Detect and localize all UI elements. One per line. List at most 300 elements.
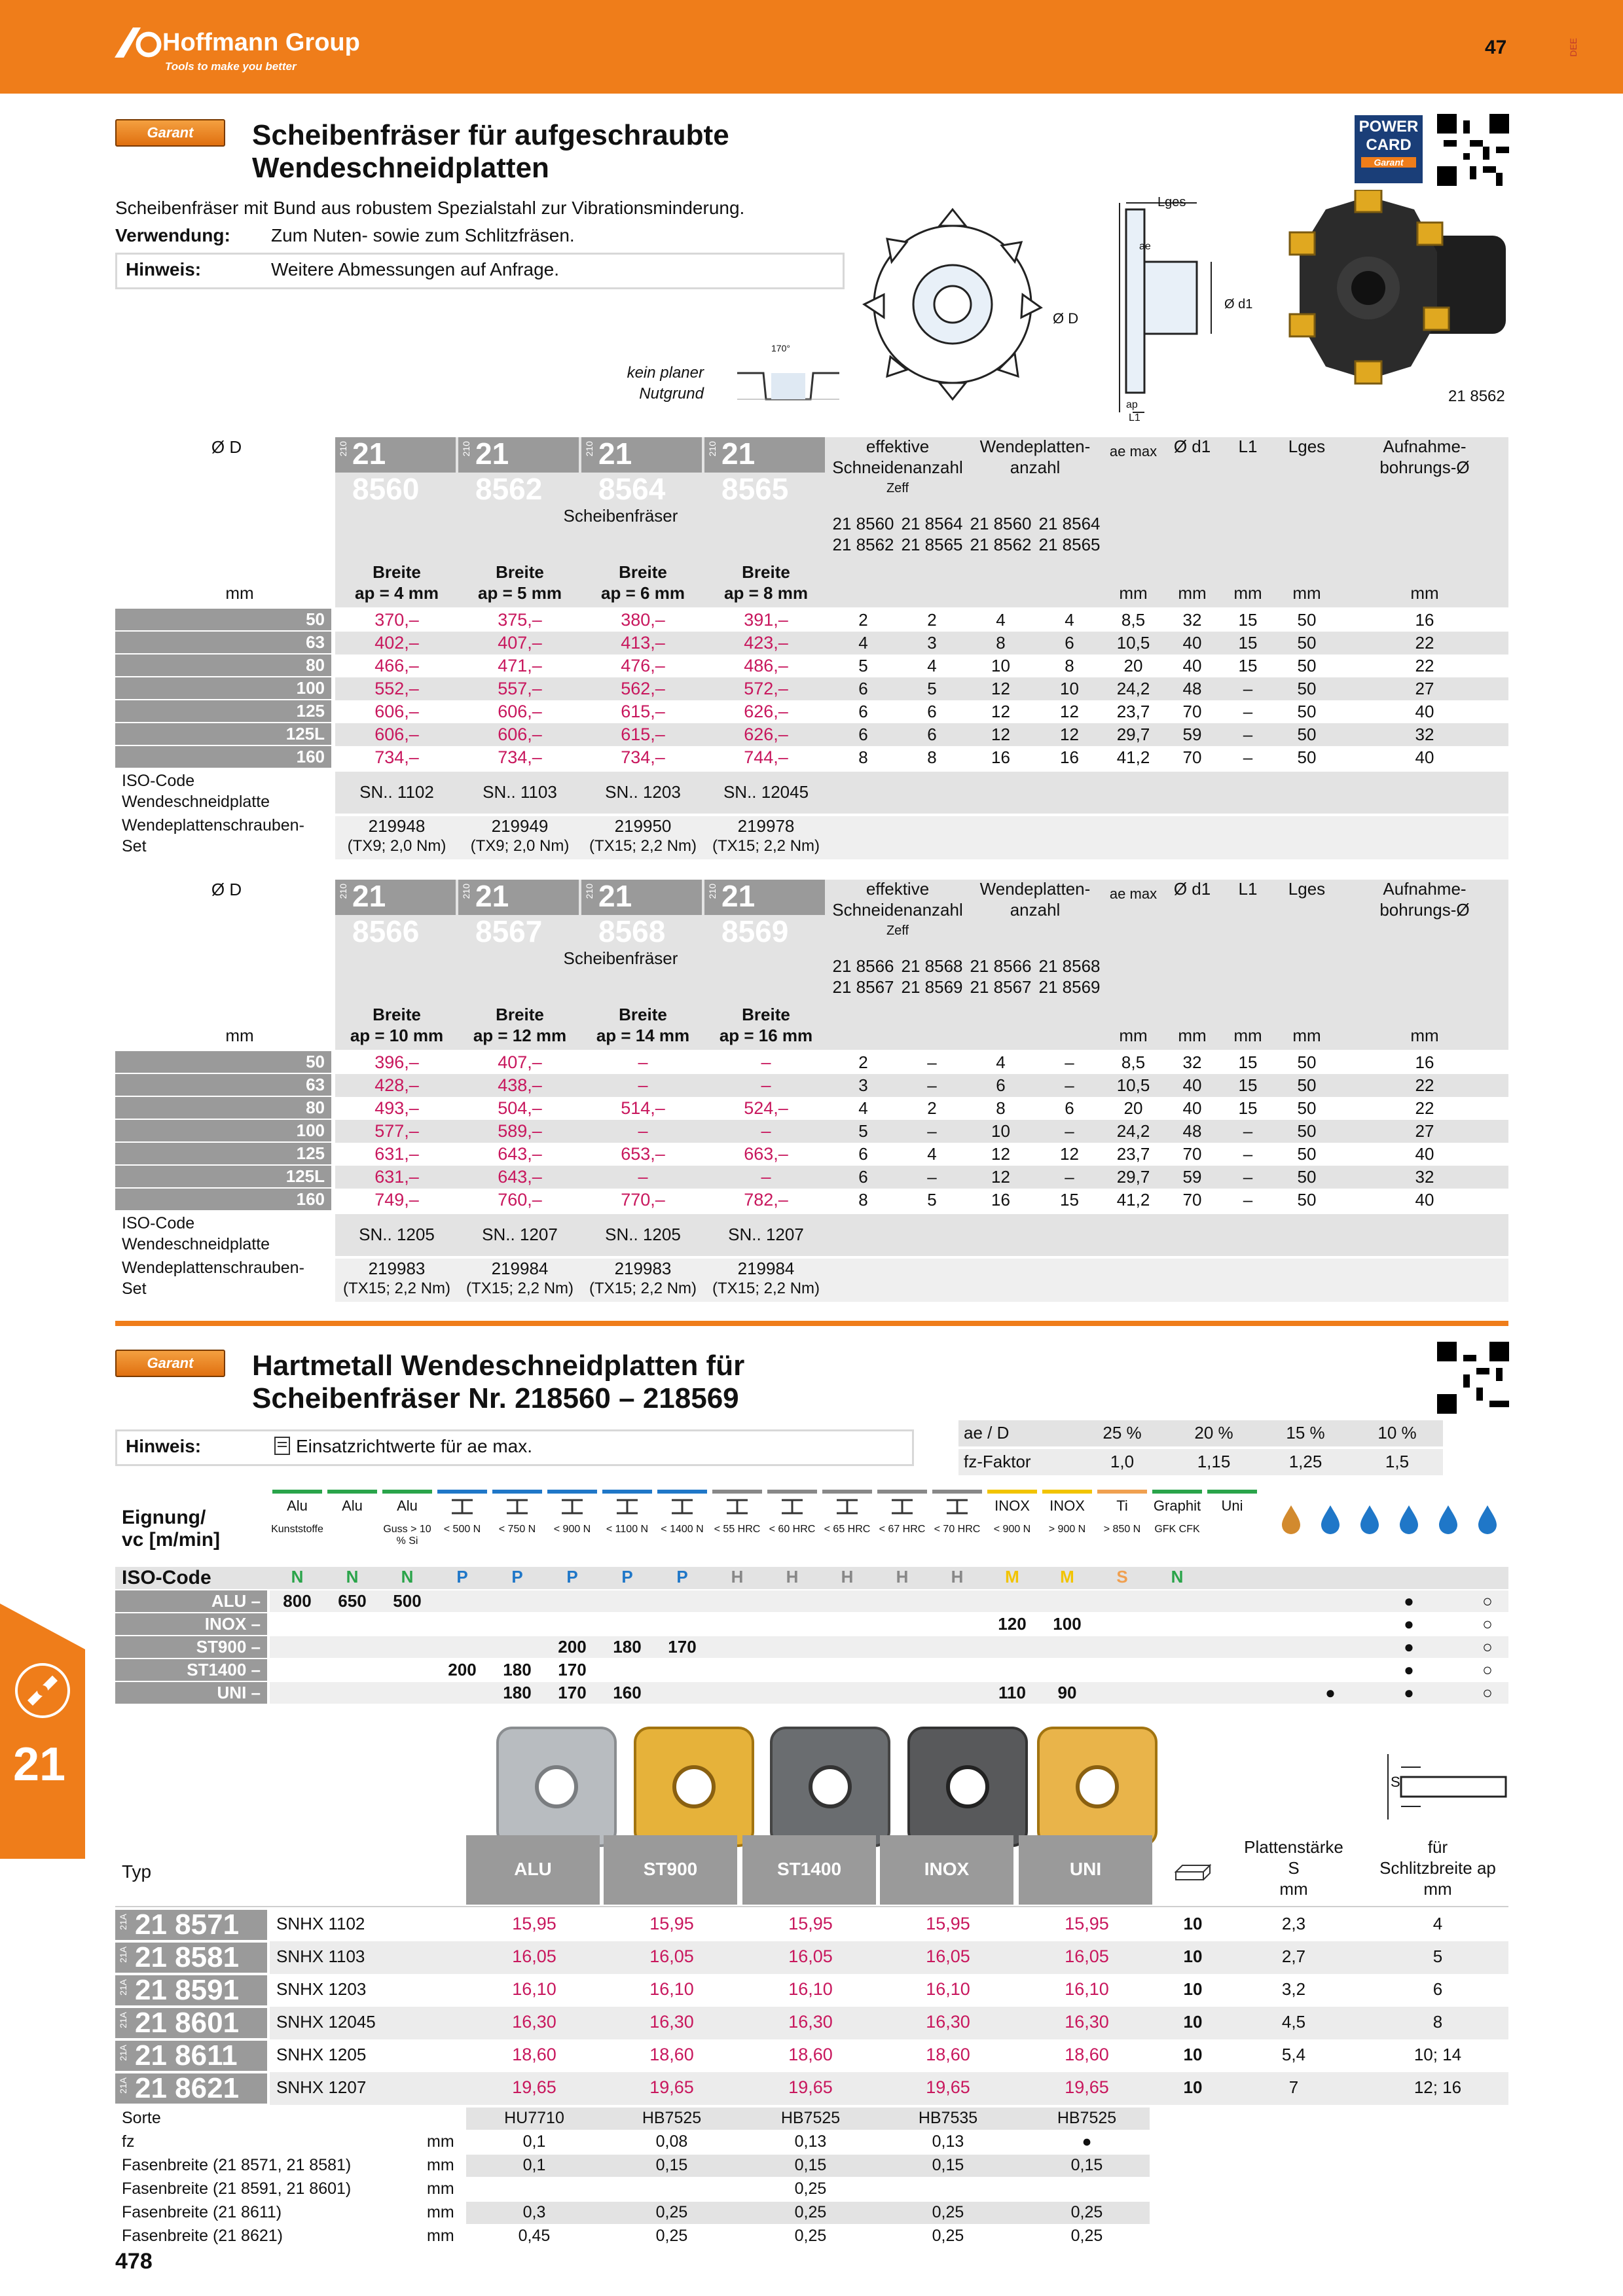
material-spec: < 900 N <box>553 1524 591 1535</box>
price-cell: 615,– <box>621 702 665 721</box>
grade-row-label: ALU – <box>115 1590 267 1612</box>
language-code: DEE <box>1568 38 1578 57</box>
insert-price: 16,10 <box>1065 1979 1109 1999</box>
material-name: Uni <box>1221 1498 1243 1514</box>
spec-cell: 23,7 <box>1116 702 1150 721</box>
insert-st1400-image <box>758 1721 902 1852</box>
section1-title-2: Wendeschneidplatten <box>252 152 549 184</box>
fz-value: 1,15 <box>1197 1452 1231 1471</box>
price-cell: 493,– <box>374 1098 419 1118</box>
insert-alu-image <box>484 1721 629 1852</box>
price-cell: 760,– <box>498 1190 542 1210</box>
iso-label-2: Wendeschneidplatte <box>122 793 270 811</box>
screw-number: 219978 <box>737 816 795 836</box>
spec-cell: 15 <box>1238 1052 1258 1072</box>
insert-article-cell <box>115 2041 267 2071</box>
width-value: ap = 16 mm <box>719 1026 813 1045</box>
material-color-bar <box>987 1490 1037 1494</box>
cutting-speed: 650 <box>338 1591 367 1611</box>
typ-label: Typ <box>122 1861 152 1882</box>
spec-cell: – <box>927 1052 937 1072</box>
spec-cell: 8 <box>858 1190 868 1210</box>
slot-width: 4 <box>1432 1914 1443 1933</box>
spec-cell: 5 <box>927 1190 937 1210</box>
insert-price: 15,95 <box>512 1914 556 1933</box>
cutting-speed: 160 <box>613 1683 642 1702</box>
cutter-photo-image <box>1277 190 1512 386</box>
price-cell: 749,– <box>374 1190 419 1210</box>
width-value: ap = 4 mm <box>355 583 439 603</box>
steel-beam-icon <box>614 1499 640 1515</box>
price-cell: 744,– <box>744 747 788 767</box>
chapter-number: 21 <box>13 1738 66 1791</box>
footer-row-label: fz <box>122 2132 135 2151</box>
article-number: 21 8564 <box>598 437 666 506</box>
coolant-mark: ○ <box>1482 1683 1493 1702</box>
cutting-speed: 120 <box>998 1614 1027 1634</box>
spec-cell: 40 <box>1415 747 1434 767</box>
steel-beam-icon <box>889 1499 915 1515</box>
spec-cell: 12 <box>1060 1144 1079 1164</box>
spec-cell: 3 <box>927 633 937 653</box>
insert-price: 18,60 <box>788 2045 833 2064</box>
article-number: 21 8569 <box>721 879 789 948</box>
spec-cell: 15 <box>1060 1190 1079 1210</box>
row-diameter: 125 <box>115 1143 331 1164</box>
cutting-speed: 90 <box>1057 1683 1077 1702</box>
spec-cell: – <box>927 1121 937 1141</box>
row-diameter: 125 <box>115 700 331 722</box>
article-number-cell <box>581 879 702 948</box>
price-cell: 524,– <box>744 1098 788 1118</box>
spec-cell: 6 <box>858 1144 868 1164</box>
spec-cell: 6 <box>858 679 868 698</box>
spec-cell: 4 <box>858 633 868 653</box>
suitability-table <box>115 1490 1508 1706</box>
material-spec: < 70 HRC <box>934 1524 981 1535</box>
spec-cell: 59 <box>1182 725 1202 744</box>
spec-cell: 12 <box>991 702 1010 721</box>
spec-cell: 6 <box>996 1075 1006 1095</box>
row-diameter: 160 <box>115 746 331 768</box>
grade-header <box>880 1835 1013 1905</box>
spec-cell: 10 <box>1060 679 1079 698</box>
row-diameter: 80 <box>115 655 331 676</box>
footer-row-unit: mm <box>427 2203 454 2221</box>
price-cell: 476,– <box>621 656 665 675</box>
article-prefix: 210 <box>707 884 718 899</box>
note-label: Hinweis: <box>126 259 202 279</box>
spec-cell: 4 <box>996 1052 1006 1072</box>
spec-cell: 48 <box>1182 679 1202 698</box>
spec-cell: 27 <box>1415 679 1434 698</box>
insert-code: SNHX 1102 <box>276 1914 365 1933</box>
fz-ratio: 10 % <box>1377 1423 1417 1443</box>
material-color-bar <box>657 1490 707 1494</box>
price-cell: 407,– <box>498 1052 542 1072</box>
insert-article-number: 21 8611 <box>135 2039 238 2072</box>
unit-mm: mm <box>1410 1026 1439 1045</box>
coolant-mark: ○ <box>1482 1591 1493 1611</box>
dim-ap-label: ap <box>1126 399 1138 410</box>
material-spec: < 55 HRC <box>714 1524 761 1535</box>
footer-value: 0,25 <box>794 2203 827 2221</box>
coolant-mark: ○ <box>1482 1614 1493 1634</box>
insert-price: 18,60 <box>649 2045 694 2064</box>
coolant-air-icon <box>1435 1503 1461 1535</box>
footer-value: 0,15 <box>1070 2156 1103 2174</box>
spec-cell: 24,2 <box>1116 679 1150 698</box>
insert-uni-image <box>1025 1721 1169 1852</box>
spec-cell: 8 <box>858 747 868 767</box>
thick-head-2: S <box>1288 1858 1300 1878</box>
spec-cell: 29,7 <box>1116 1167 1150 1187</box>
footer-row-unit: mm <box>427 2156 454 2174</box>
screw-label-2: Set <box>122 1280 147 1298</box>
cutting-speed: 100 <box>1053 1614 1082 1634</box>
brand-tagline: Tools to make you better <box>165 60 297 73</box>
article-number: 21 8565 <box>721 437 789 506</box>
width-value: ap = 6 mm <box>601 583 685 603</box>
footer-value: 0,15 <box>932 2156 964 2174</box>
spec-cell: – <box>1243 1121 1253 1141</box>
coolant-mark: ○ <box>1482 1660 1493 1679</box>
screw-spec: (TX9; 2,0 Nm) <box>470 837 570 855</box>
footer-value: 0,25 <box>655 2203 688 2221</box>
screw-spec: (TX15; 2,2 Nm) <box>589 837 697 855</box>
spec-cell: 8 <box>996 633 1006 653</box>
footer-value: 0,25 <box>794 2227 827 2245</box>
material-color-bar <box>1097 1490 1147 1494</box>
group-col-a: 21 8564 <box>1038 514 1101 533</box>
slot-head-2: Schlitzbreite ap <box>1379 1858 1496 1878</box>
spec-cell: 4 <box>858 1098 868 1118</box>
group-col-a: 21 8566 <box>832 956 894 976</box>
steel-beam-icon <box>669 1499 695 1515</box>
spec-cell: 50 <box>1297 1190 1317 1210</box>
screw-number: 219984 <box>737 1259 795 1278</box>
qr-code-icon-2 <box>1437 1342 1509 1414</box>
iso-letter: H <box>841 1567 854 1587</box>
price-cell: 572,– <box>744 679 788 698</box>
footer-value: 0,25 <box>932 2227 964 2245</box>
spec-cell: 16 <box>1415 1052 1434 1072</box>
insert-price: 16,10 <box>788 1979 833 1999</box>
iso-code: SN.. 1207 <box>482 1225 558 1244</box>
spec-cell: 4 <box>927 656 937 675</box>
note-text: Weitere Abmessungen auf Anfrage. <box>271 259 559 279</box>
group-col-a: 21 8564 <box>901 514 963 533</box>
spec-cell: 41,2 <box>1116 1190 1150 1210</box>
spec-cell: 8 <box>927 747 937 767</box>
spec-cell: 70 <box>1182 702 1202 721</box>
bore-head-2: bohrungs-Ø <box>1379 457 1470 477</box>
price-cell: 631,– <box>374 1167 419 1187</box>
spec-cell: – <box>1065 1121 1074 1141</box>
width-value: ap = 12 mm <box>473 1026 567 1045</box>
breite-label: Breite <box>619 562 667 582</box>
spec-cell: 27 <box>1415 1121 1434 1141</box>
article-prefix: 210 <box>338 441 348 457</box>
group-col-a: 21 8568 <box>901 956 963 976</box>
footer-row-label: Fasenbreite (21 8611) <box>122 2203 282 2221</box>
subheading: Scheibenfräser <box>563 948 678 968</box>
iso-letter: P <box>676 1567 688 1587</box>
spec-cell: – <box>1243 1190 1253 1210</box>
spec-cell: 12 <box>991 1144 1010 1164</box>
d1-head: Ø d1 <box>1173 437 1211 456</box>
photo-caption: 21 8562 <box>1448 387 1505 405</box>
grade-header <box>742 1835 876 1905</box>
grade-row-stripe <box>270 1636 1508 1658</box>
article-number: 21 8562 <box>475 437 543 506</box>
price-cell: 653,– <box>621 1144 665 1164</box>
spec-cell: – <box>1065 1052 1074 1072</box>
material-color-bar <box>547 1490 597 1494</box>
bore-head-1: Aufnahme- <box>1383 437 1467 456</box>
spec-cell: 5 <box>858 656 868 675</box>
spec-cell: 6 <box>858 1167 868 1187</box>
article-prefix: 21A <box>118 2077 128 2094</box>
ae-head: ae max <box>1109 886 1158 902</box>
iso-code: SN.. 1103 <box>483 782 557 802</box>
steel-beam-icon <box>834 1499 860 1515</box>
spec-cell: 10 <box>991 1121 1010 1141</box>
hoffmann-logo-icon <box>115 25 167 59</box>
article-number-cell <box>581 437 702 506</box>
cutting-speed: 180 <box>503 1683 532 1702</box>
material-color-bar <box>602 1490 652 1494</box>
breite-label: Breite <box>496 562 544 582</box>
dim-l1-label: L1 <box>1129 412 1140 423</box>
material-name: INOX <box>994 1498 1030 1514</box>
insert-price: 19,65 <box>1065 2077 1109 2097</box>
row-diameter: 100 <box>115 1120 331 1141</box>
spec-cell: 6 <box>927 702 937 721</box>
unit-mm: mm <box>225 583 254 603</box>
iso-letter: P <box>456 1567 468 1587</box>
spec-cell: 10 <box>991 656 1010 675</box>
iso-code: SN.. 12045 <box>723 782 809 802</box>
spec-cell: 24,2 <box>1116 1121 1150 1141</box>
footer-value: 0,25 <box>932 2203 964 2221</box>
cutting-speed: 110 <box>998 1683 1026 1702</box>
price-cell: – <box>761 1167 771 1187</box>
screw-spec: (TX15; 2,2 Nm) <box>465 1280 574 1297</box>
article-number: 21 8567 <box>475 879 543 948</box>
price-cell: 396,– <box>374 1052 419 1072</box>
pack-qty: 10 <box>1183 1946 1203 1966</box>
material-color-bar <box>1207 1490 1257 1494</box>
wp-head-1: Wendeplatten- <box>979 437 1091 456</box>
spec-cell: – <box>1243 747 1253 767</box>
brand-name: Hoffmann Group <box>162 29 360 56</box>
material-name: INOX <box>1049 1498 1085 1514</box>
spec-cell: 4 <box>1065 610 1074 630</box>
thick-head-3: mm <box>1279 1879 1308 1899</box>
screw-label-1: Wendeplattenschrauben- <box>122 1259 304 1277</box>
material-spec: < 1100 N <box>606 1524 649 1535</box>
wp-head-2: anzahl <box>1010 900 1061 920</box>
price-cell: 589,– <box>498 1121 542 1141</box>
groove-label-1: kein planer <box>627 364 704 382</box>
insert-inox-image <box>896 1721 1040 1852</box>
article-prefix: 210 <box>461 441 471 457</box>
iso-letter: S <box>1116 1567 1128 1587</box>
width-value: ap = 8 mm <box>724 583 808 603</box>
row-diameter: 50 <box>115 1051 331 1073</box>
steel-beam-icon <box>944 1499 970 1515</box>
spec-cell: 50 <box>1297 679 1317 698</box>
note-label-2: Hinweis: <box>126 1436 202 1456</box>
spec-cell: 5 <box>858 1121 868 1141</box>
coolant-mark: ● <box>1404 1637 1414 1657</box>
material-color-bar <box>822 1490 872 1494</box>
wp-head-1: Wendeplatten- <box>979 879 1091 899</box>
material-name: Alu <box>397 1498 418 1514</box>
spec-cell: 50 <box>1297 1052 1317 1072</box>
price-cell: 615,– <box>621 725 665 744</box>
bore-head-2: bohrungs-Ø <box>1379 900 1470 920</box>
spec-cell: – <box>1243 679 1253 698</box>
insert-price: 19,65 <box>649 2077 694 2097</box>
ae-head: ae max <box>1109 443 1158 459</box>
footer-value: 0,3 <box>522 2203 546 2221</box>
article-prefix: 21A <box>118 1979 128 1996</box>
iso-letter: M <box>1005 1567 1019 1587</box>
insert-article-number: 21 8601 <box>135 2007 240 2039</box>
screw-spec: (TX9; 2,0 Nm) <box>347 837 447 855</box>
row-diameter: 63 <box>115 1074 331 1096</box>
spec-cell: 32 <box>1182 1052 1202 1072</box>
footer-row-unit: mm <box>427 2132 454 2151</box>
unit-mm: mm <box>1233 583 1262 603</box>
cutting-speed: 170 <box>558 1683 587 1702</box>
article-number-cell <box>335 437 456 506</box>
insert-price: 16,30 <box>512 2012 556 2032</box>
spec-cell: 2 <box>858 610 868 630</box>
lges-head: Lges <box>1288 437 1326 456</box>
spec-cell: 29,7 <box>1116 725 1150 744</box>
iso-letter: M <box>1060 1567 1074 1587</box>
article-number: 21 8566 <box>352 879 420 948</box>
eff-head-3: Zeff <box>886 924 909 938</box>
breite-label: Breite <box>742 562 790 582</box>
coolant-mark: ● <box>1325 1683 1336 1702</box>
price-cell: – <box>638 1052 648 1072</box>
section1-title-1: Scheibenfräser für aufgeschraubte <box>252 119 729 151</box>
price-cell: 428,– <box>374 1075 419 1095</box>
package-quantity-icon <box>1173 1863 1213 1882</box>
fz-head: ae / D <box>964 1423 1010 1443</box>
article-number-cell <box>704 437 825 506</box>
spec-cell: 8,5 <box>1121 1052 1146 1072</box>
groove-angle: 170° <box>771 343 790 353</box>
coolant-dry-icon <box>1278 1503 1304 1535</box>
col-d-heading: Ø D <box>211 880 242 899</box>
price-cell: – <box>638 1121 648 1141</box>
footer-value: HB7525 <box>1057 2109 1117 2127</box>
price-cell: 557,– <box>498 679 542 698</box>
spec-cell: 8 <box>996 1098 1006 1118</box>
iso-letter: N <box>291 1567 304 1587</box>
price-cell: – <box>761 1075 771 1095</box>
l1-head: L1 <box>1238 879 1258 899</box>
price-cell: 577,– <box>374 1121 419 1141</box>
screw-number: 219984 <box>491 1259 549 1278</box>
spec-cell: 50 <box>1297 633 1317 653</box>
footer-row-label: Sorte <box>122 2109 161 2127</box>
unit-mm: mm <box>1178 583 1207 603</box>
material-spec: GFK CFK <box>1154 1524 1200 1535</box>
fz-factor-table <box>958 1420 1443 1478</box>
insert-thickness: 5,4 <box>1281 2045 1306 2064</box>
spec-cell: 6 <box>927 725 937 744</box>
coolant-mark: ○ <box>1482 1637 1493 1657</box>
screw-number: 219949 <box>491 816 549 836</box>
iso-letter: N <box>346 1567 359 1587</box>
group-col-a: 21 8568 <box>1038 956 1101 976</box>
spec-cell: 4 <box>927 1144 937 1164</box>
footer-value: 0,13 <box>794 2132 827 2151</box>
spec-cell: 15 <box>1238 1098 1258 1118</box>
price-cell: 562,– <box>621 679 665 698</box>
insert-price: 18,60 <box>512 2045 556 2064</box>
spec-cell: 50 <box>1297 610 1317 630</box>
insert-price: 15,95 <box>926 1914 970 1933</box>
coolant-emulsion-icon <box>1317 1503 1343 1535</box>
footer-value: 0,1 <box>522 2156 546 2174</box>
unit-mm: mm <box>1119 1026 1148 1045</box>
material-color-bar <box>437 1490 487 1494</box>
section2-title-1: Hartmetall Wendeschneidplatten für <box>252 1350 745 1382</box>
article-number-cell <box>458 879 579 948</box>
garant-badge-2: Garant <box>115 1350 225 1377</box>
footer-value: HB7525 <box>642 2109 702 2127</box>
material-color-bar <box>767 1490 817 1494</box>
iso-letter: H <box>951 1567 964 1587</box>
price-cell: 770,– <box>621 1190 665 1210</box>
width-value: ap = 5 mm <box>478 583 562 603</box>
insert-price: 15,95 <box>788 1914 833 1933</box>
grade-header <box>604 1835 737 1905</box>
spec-cell: 50 <box>1297 702 1317 721</box>
spec-cell: – <box>1243 1167 1253 1187</box>
spec-cell: 50 <box>1297 1098 1317 1118</box>
header-rule <box>115 1906 1508 1907</box>
cutter-table-2 <box>115 880 1508 1306</box>
chapter-tab <box>0 1604 85 1859</box>
material-name: Alu <box>287 1498 308 1514</box>
price-cell: 734,– <box>498 747 542 767</box>
coolant-mark: ● <box>1404 1591 1414 1611</box>
spec-cell: 6 <box>1065 1098 1074 1118</box>
lges-head: Lges <box>1288 879 1326 899</box>
eff-head-3: Zeff <box>886 481 909 495</box>
material-color-bar <box>712 1490 762 1494</box>
group-col-b: 21 8567 <box>832 977 894 997</box>
group-col-b: 21 8569 <box>901 977 963 997</box>
spec-cell: 22 <box>1415 656 1434 675</box>
screw-spec: (TX15; 2,2 Nm) <box>712 837 820 855</box>
pack-qty: 10 <box>1183 1914 1203 1933</box>
material-spec: < 60 HRC <box>769 1524 816 1535</box>
insert-thickness: 3,2 <box>1281 1979 1306 1999</box>
insert-price: 16,10 <box>512 1979 556 1999</box>
cutting-speed: 200 <box>558 1637 587 1657</box>
insert-st900-image <box>622 1721 766 1852</box>
spec-cell: 6 <box>858 725 868 744</box>
